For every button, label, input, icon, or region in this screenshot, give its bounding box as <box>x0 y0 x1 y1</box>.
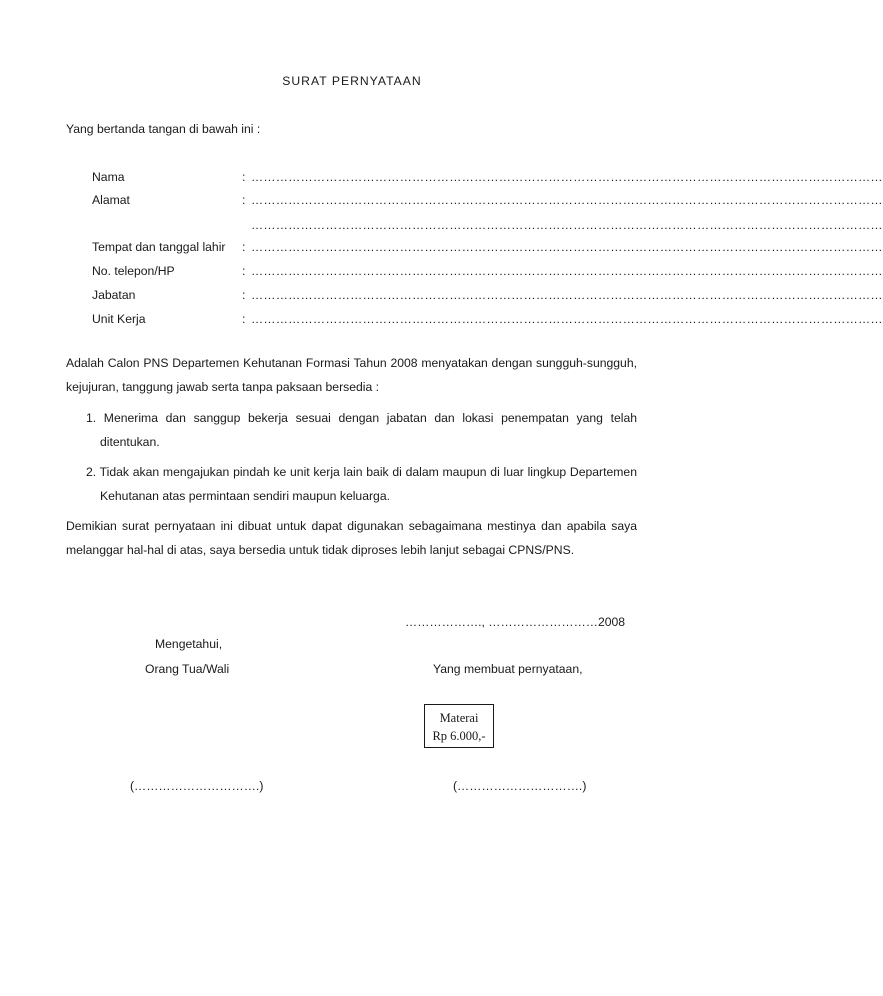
field-colon: : <box>242 193 246 207</box>
statement-paragraph: Adalah Calon PNS Departemen Kehutanan Formasi Tahun 2008 menyatakan dengan sungguh-sungguh, kejujuran, tanggung jawab serta tanpa paksaan bersedia : <box>66 356 637 394</box>
field-label-jabatan: Jabatan <box>92 288 136 302</box>
stamp-line-1: Materai <box>439 711 479 725</box>
left-sign-name-placeholder: (………………………….) <box>130 779 264 793</box>
materai-stamp-box <box>424 704 494 748</box>
field-label-ttl: Tempat dan tanggal lahir <box>92 240 226 254</box>
field-dots-alamat: ……………………………………………………………………………………………………………………………………… <box>251 193 883 207</box>
right-sign-name-placeholder: (………………………….) <box>453 779 587 793</box>
intro-text: Yang bertanda tangan di bawah ini : <box>66 122 261 136</box>
field-colon: : <box>242 240 246 254</box>
field-dots-alamat-2: ……………………………………………………………………………………………………………………………………… <box>251 218 883 232</box>
field-colon: : <box>242 312 246 326</box>
right-sign-label: Yang membuat pernyataan, <box>433 662 583 676</box>
statement-item-2: 2. Tidak akan mengajukan pindah ke unit kerja lain baik di dalam maupun di luar lingkup Departemen Kehutanan atas permintaan sendiri maupun keluarga. <box>86 465 637 503</box>
field-label-nama: Nama <box>92 170 125 184</box>
field-dots-unit-kerja: ……………………………………………………………………………………………………………………………………… <box>251 312 883 326</box>
statement-item-1: 1. Menerima dan sanggup bekerja sesuai dengan jabatan dan lokasi penempatan yang telah ditentukan. <box>86 411 637 449</box>
field-label-alamat: Alamat <box>92 193 130 207</box>
closing-paragraph: Demikian surat pernyataan ini dibuat untuk dapat digunakan sebagaimana mestinya dan apabila saya melanggar hal-hal di atas, saya bersedia untuk tidak diproses lebih lanjut sebagai CPNS/PNS. <box>66 519 637 557</box>
field-dots-jabatan: ……………………………………………………………………………………………………………………………………… <box>251 288 883 302</box>
field-dots-nama: ……………………………………………………………………………………………………………………………………… <box>251 170 883 184</box>
field-colon: : <box>242 288 246 302</box>
document-title: SURAT PERNYATAAN <box>282 74 422 88</box>
field-label-unit-kerja: Unit Kerja <box>92 312 146 326</box>
stamp-line-2: Rp 6.000,- <box>432 729 486 743</box>
field-colon: : <box>242 264 246 278</box>
field-dots-telepon: ……………………………………………………………………………………………………………………………………… <box>251 264 883 278</box>
field-label-telepon: No. telepon/HP <box>92 264 175 278</box>
date-line: ………………., ………………………2008 <box>405 615 626 629</box>
field-dots-ttl: ……………………………………………………………………………………………………………………………………… <box>251 240 883 254</box>
left-sign-label-2: Orang Tua/Wali <box>145 662 230 676</box>
left-sign-label-1: Mengetahui, <box>155 637 223 651</box>
field-colon: : <box>242 170 246 184</box>
